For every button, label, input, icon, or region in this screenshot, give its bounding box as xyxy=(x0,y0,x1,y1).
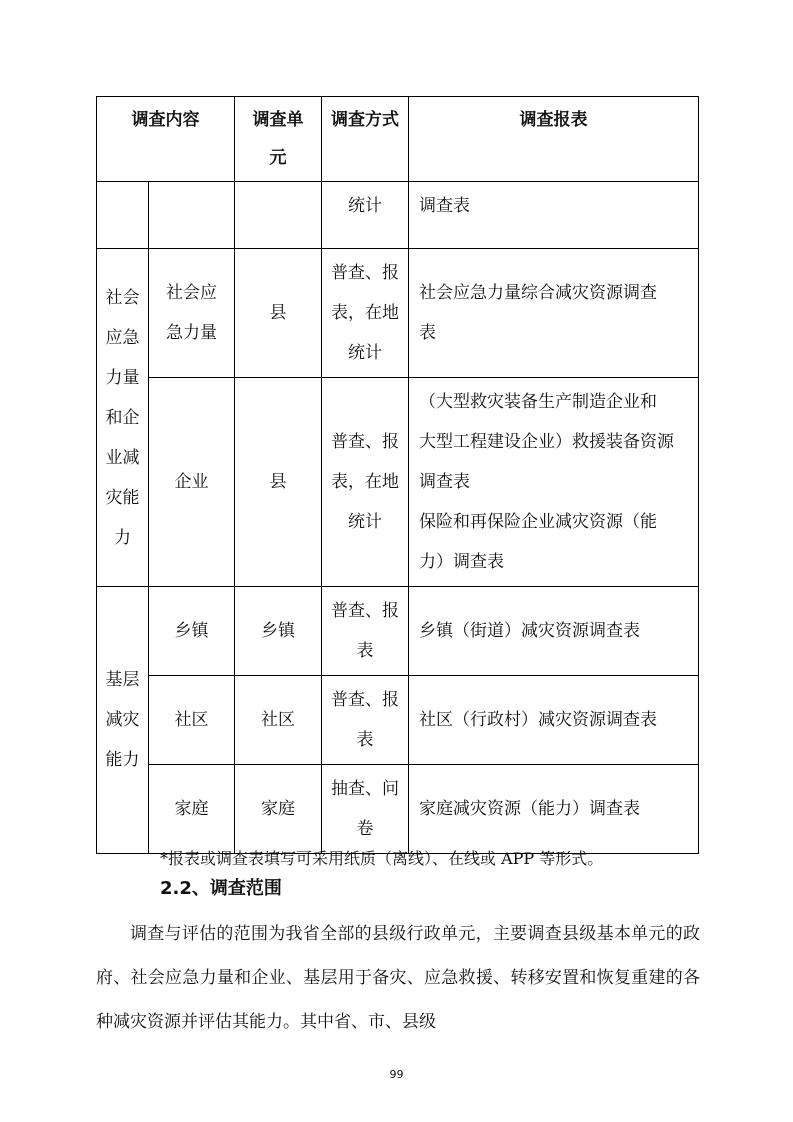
header-form: 调查报表 xyxy=(409,97,699,182)
header-content: 调查内容 xyxy=(97,97,235,182)
cell-unit: 县 xyxy=(235,249,322,378)
body-paragraph: 调查与评估的范围为我省全部的县级行政单元，主要调查县级基本单元的政府、社会应急力量和企业、基层用于备灾、应急救援、转移安置和恢复重建的各种减灾资源并评估其能力。其中省、市、县级 xyxy=(96,924,700,1032)
cell-sub: 社区 xyxy=(149,676,235,765)
cell-sub: 企业 xyxy=(149,378,235,587)
cell-empty xyxy=(97,182,149,249)
table-row xyxy=(97,676,699,765)
cell-method: 统计 xyxy=(322,182,409,249)
cell-method: 普查、报 表 xyxy=(322,587,409,676)
header-unit: 调查单 元 xyxy=(235,97,322,182)
cell-method: 普查、报 表，在地 统计 xyxy=(322,249,409,378)
table-header-row xyxy=(97,97,699,182)
cell-unit: 县 xyxy=(235,378,322,587)
cell-category-social: 社会 应急 力量 和企 业减 灾能 力 xyxy=(97,249,149,587)
cell-form: 调查表 xyxy=(409,182,699,249)
cell-method: 普查、报 表 xyxy=(322,676,409,765)
section-title: 2.2、调查范围 xyxy=(160,878,282,899)
cell-form: （大型救灾装备生产制造企业和 大型工程建设企业）救援装备资源 调查表 保险和再保险企业减灾资源（能 力）调查表 xyxy=(409,378,699,587)
table-row xyxy=(97,378,699,587)
page-number: 99 xyxy=(389,1068,404,1081)
table-row xyxy=(97,249,699,378)
cell-empty xyxy=(149,182,235,249)
cell-method: 普查、报 表，在地 统计 xyxy=(322,378,409,587)
cell-form: 乡镇（街道）减灾资源调查表 xyxy=(409,587,699,676)
cell-form: 社区（行政村）减灾资源调查表 xyxy=(409,676,699,765)
footnote: *报表或调查表填写可采用纸质（离线）、在线或 APP 等形式。 xyxy=(160,849,604,868)
cell-category-grassroots: 基层 减灾 能力 xyxy=(97,587,149,854)
cell-form: 社会应急力量综合减灾资源调查 表 xyxy=(409,249,699,378)
survey-table xyxy=(96,96,699,854)
cell-unit: 社区 xyxy=(235,676,322,765)
table-row xyxy=(97,765,699,854)
cell-sub: 乡镇 xyxy=(149,587,235,676)
cell-sub: 社会应 急力量 xyxy=(149,249,235,378)
cell-unit: 乡镇 xyxy=(235,587,322,676)
header-method: 调查方式 xyxy=(322,97,409,182)
cell-form: 家庭减灾资源（能力）调查表 xyxy=(409,765,699,854)
cell-unit: 家庭 xyxy=(235,765,322,854)
cell-method: 抽查、问 卷 xyxy=(322,765,409,854)
cell-sub: 家庭 xyxy=(149,765,235,854)
table-row xyxy=(97,182,699,249)
cell-empty xyxy=(235,182,322,249)
table-row xyxy=(97,587,699,676)
